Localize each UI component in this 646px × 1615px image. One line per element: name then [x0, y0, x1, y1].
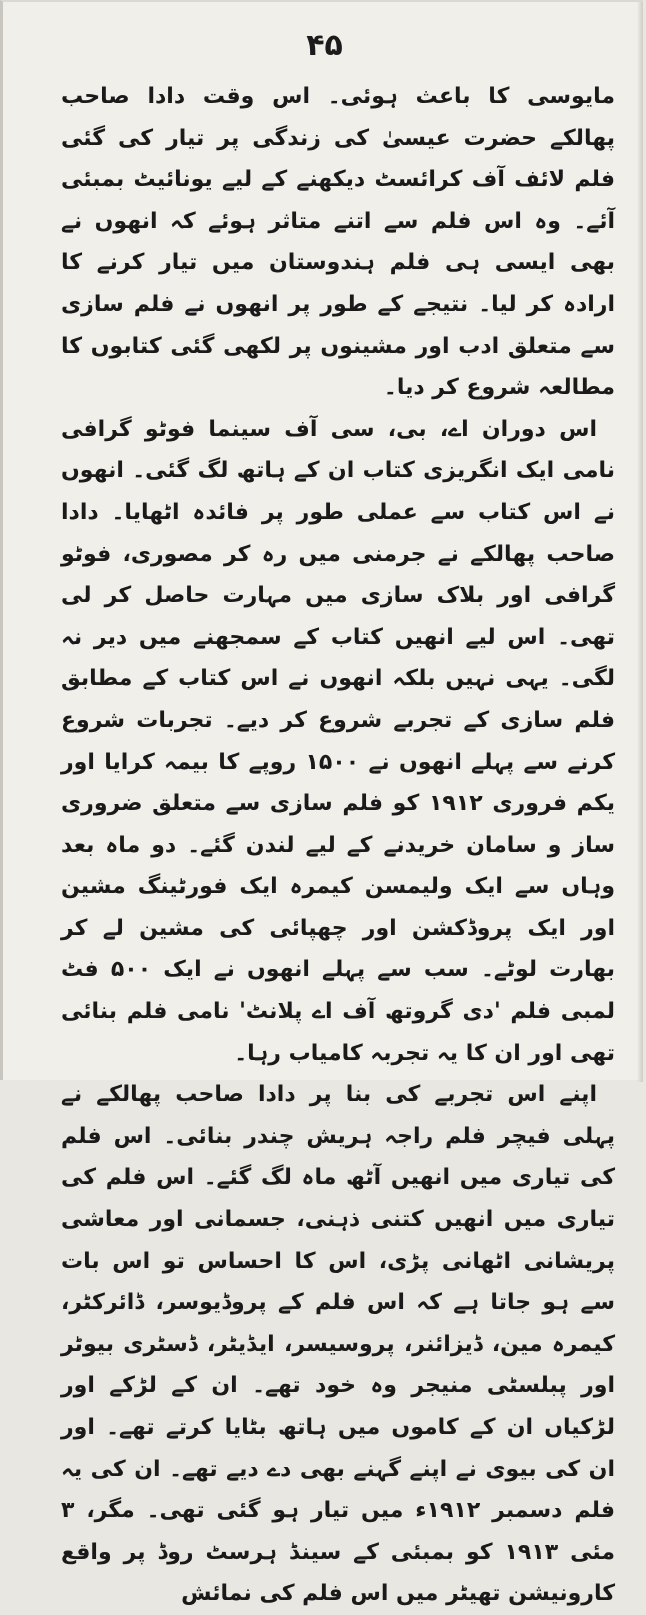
paragraph-1: مایوسی کا باعث ہوئی۔ اس وقت دادا صاحب پھالکے حضرت عیسیٰ کی زندگی پر تیار کی گئی فلم لائف آف کرائسٹ دیکھنے کے لیے یونائیٹ بمبئی آئے۔ وہ اس فلم سے اتنے متاثر ہوئے کہ انھوں نے بھی ایسی ہی فلم ہندوستان میں تیار کرنے کا ارادہ کر لیا۔ نتیجے کے طور پر انھوں نے فلم سازی سے متعلق ادب اور مشینوں پر لکھی گئی کتابوں کا مطالعہ شروع کر دیا۔: [61, 84, 615, 401]
paragraph-3: اپنے اس تجربے کی بنا پر دادا صاحب پھالکے نے پہلی فیچر فلم راجہ ہریش چندر بنائی۔ اس فلم کی تیاری میں انھیں آٹھ ماہ لگ گئے۔ اس فلم کی تیاری میں انھیں کتنی ذہنی، جسمانی اور معاشی پریشانی اٹھانی پڑی، اس کا احساس تو اس بات سے ہو جاتا ہے کہ اس فلم کے پروڈیوسر، ڈائرکٹر، کیمرہ مین، ڈیزائنر، پروسیسر، ایڈیٹر، ڈسٹری بیوٹر اور پبلسٹی منیجر وہ خود تھے۔ ان کے لڑکے اور لڑکیاں ان کے کاموں میں ہاتھ بٹایا کرتے تھے۔ اور ان کی بیوی نے اپنے گہنے بھی دے دیے تھے۔ ان کی یہ فلم دسمبر ۱۹۱۲ء میں تیار ہو گئی تھی۔ مگر، ۳ مئی ۱۹۱۳ کو بمبئی کے سینڈ ہرسٹ روڈ پر واقع کارونیشن تھیٹر میں اس فلم کی نمائش: [61, 1082, 615, 1607]
paragraph-2: اس دوران اے، بی، سی آف سینما فوٹو گرافی نامی ایک انگریزی کتاب ان کے ہاتھ لگ گئی۔ انھوں نے اس کتاب سے عملی طور پر فائدہ اٹھایا۔ دادا صاحب پھالکے نے جرمنی میں رہ کر مصوری، فوٹو گرافی اور بلاک سازی میں مہارت حاصل کر لی تھی۔ اس لیے انھیں کتاب کے سمجھنے میں دیر نہ لگی۔ یہی نہیں بلکہ انھوں نے اس کتاب کے مطابق فلم سازی کے تجربے شروع کر دیے۔ تجربات شروع کرنے سے پہلے انھوں نے ۱۵۰۰ روپے کا بیمہ کرایا اور یکم فروری ۱۹۱۲ کو فلم سازی سے متعلق ضروری ساز و سامان خریدنے کے لیے لندن گئے۔ دو ماہ بعد وہاں سے ایک ولیمسن کیمرہ ایک فورٹینگ مشین اور ایک پروڈکشن اور چھپائی کی مشین لے کر بھارت لوٹے۔ سب سے پہلے انھوں نے ایک ۵۰۰ فٹ لمبی فلم 'دی گروتھ آف اے پلانٹ' نامی فلم بنائی تھی اور ان کا یہ تجربہ کامیاب رہا۔: [61, 416, 615, 1066]
page-number: ۴۵: [306, 28, 343, 63]
body-text: [61, 76, 615, 1607]
page-edge-shadow: [637, 2, 643, 1082]
